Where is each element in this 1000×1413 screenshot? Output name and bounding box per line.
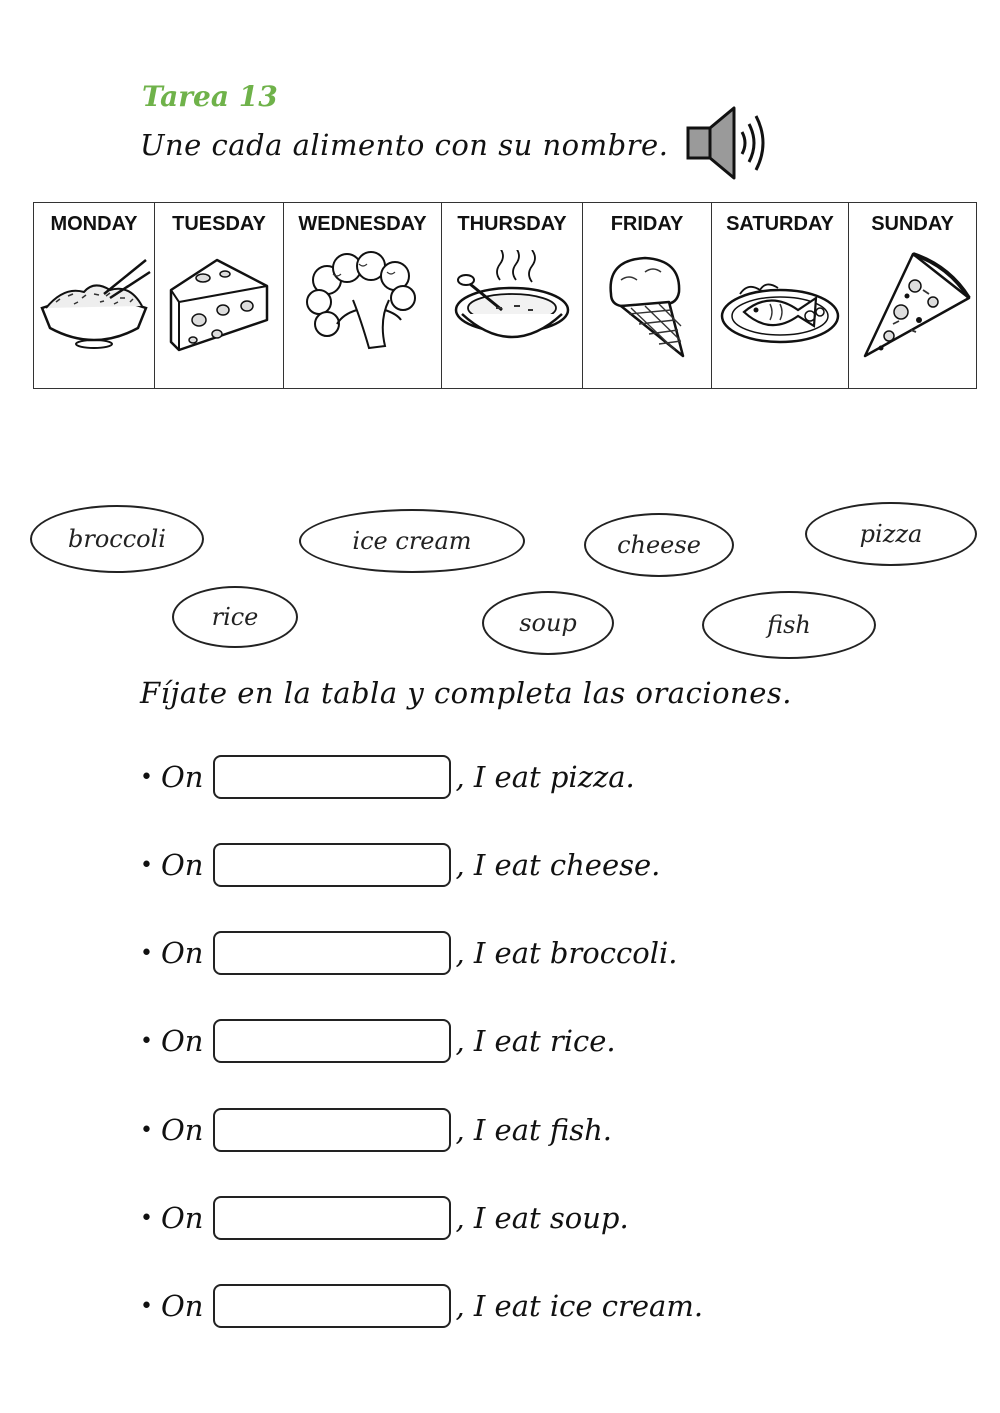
word-bubble-rice[interactable]: rice <box>172 586 298 648</box>
day-cell-tuesday <box>155 203 284 389</box>
day-cell-thursday <box>442 203 583 389</box>
day-label: FRIDAY <box>610 213 684 235</box>
bullet: • <box>140 1205 153 1231</box>
sentence-row-7 <box>140 1281 703 1331</box>
sentence-prefix: On <box>160 936 204 970</box>
week-food-table <box>33 202 977 389</box>
word-bubble-broccoli[interactable]: broccoli <box>30 505 204 573</box>
day-label: THURSDAY <box>457 213 567 235</box>
sentence-suffix: , I eat fish. <box>455 1113 612 1147</box>
bullet: • <box>140 764 153 790</box>
sentence-row-2 <box>140 840 660 890</box>
day-label: MONDAY <box>50 213 138 235</box>
sentence-suffix: , I eat rice. <box>455 1024 616 1058</box>
answer-input-7[interactable] <box>213 1284 451 1328</box>
fish-plate-icon <box>720 250 840 360</box>
soup-bowl-icon <box>452 250 572 360</box>
word-bubble-cheese[interactable]: cheese <box>584 513 734 577</box>
answer-input-6[interactable] <box>213 1196 451 1240</box>
sentence-row-5 <box>140 1105 612 1155</box>
sentence-suffix: , I eat ice cream. <box>455 1289 704 1323</box>
sentence-row-4 <box>140 1016 616 1066</box>
sentence-row-1 <box>140 752 635 802</box>
day-cell-saturday <box>712 203 849 389</box>
day-label: TUESDAY <box>172 213 266 235</box>
pizza-slice-icon <box>853 250 973 360</box>
bullet: • <box>140 852 153 878</box>
speaker-icon[interactable] <box>684 104 774 182</box>
day-label: SUNDAY <box>871 213 954 235</box>
answer-input-2[interactable] <box>213 843 451 887</box>
word-bubble-soup[interactable]: soup <box>482 591 614 655</box>
cheese-icon <box>159 250 279 360</box>
sentence-prefix: On <box>160 760 204 794</box>
sentence-prefix: On <box>160 848 204 882</box>
sentence-prefix: On <box>160 1113 204 1147</box>
instruction-match: Une cada alimento con su nombre. <box>140 128 669 162</box>
day-cell-wednesday <box>284 203 442 389</box>
day-cell-sunday <box>849 203 977 389</box>
sentence-suffix: , I eat soup. <box>455 1201 629 1235</box>
sentence-row-3 <box>140 928 677 978</box>
sentence-prefix: On <box>160 1289 204 1323</box>
broccoli-icon <box>303 250 423 360</box>
day-cell-friday <box>583 203 712 389</box>
day-label: SATURDAY <box>726 213 834 235</box>
answer-input-3[interactable] <box>213 931 451 975</box>
sentence-prefix: On <box>160 1024 204 1058</box>
sentence-row-6 <box>140 1193 629 1243</box>
bullet: • <box>140 1117 153 1143</box>
rice-bowl-icon <box>34 250 154 360</box>
day-label: WEDNESDAY <box>298 213 427 235</box>
instruction-complete: Fíjate en la tabla y completa las oraciones. <box>140 676 792 710</box>
ice-cream-cone-icon <box>587 250 707 360</box>
bullet: • <box>140 1293 153 1319</box>
sentence-suffix: , I eat cheese. <box>455 848 661 882</box>
word-bubble-pizza[interactable]: pizza <box>805 502 977 566</box>
word-bubble-ice-cream[interactable]: ice cream <box>299 509 525 573</box>
answer-input-4[interactable] <box>213 1019 451 1063</box>
answer-input-5[interactable] <box>213 1108 451 1152</box>
answer-input-1[interactable] <box>213 755 451 799</box>
sentence-suffix: , I eat broccoli. <box>455 936 678 970</box>
bullet: • <box>140 1028 153 1054</box>
task-title: Tarea 13 <box>142 80 278 113</box>
sentence-suffix: , I eat pizza. <box>455 760 635 794</box>
bullet: • <box>140 940 153 966</box>
word-bubble-fish[interactable]: fish <box>702 591 876 659</box>
sentence-prefix: On <box>160 1201 204 1235</box>
day-cell-monday <box>34 203 155 389</box>
